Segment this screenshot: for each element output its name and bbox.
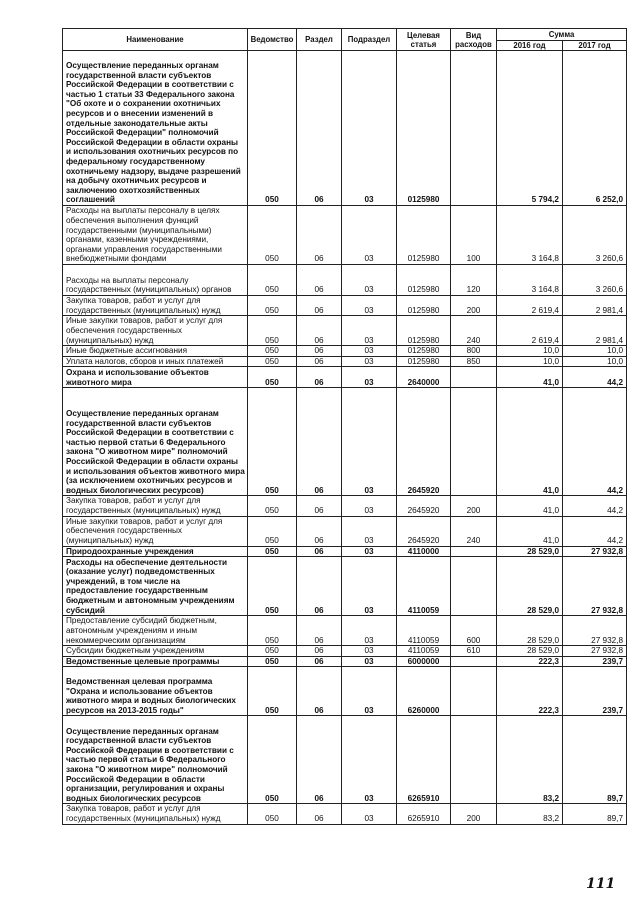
table-row <box>63 206 627 265</box>
row-expense-type <box>451 667 497 716</box>
row-expense-type <box>451 716 497 804</box>
row-department: 050 <box>248 656 297 667</box>
header-section: Раздел <box>297 29 342 51</box>
row-expense-type: 120 <box>451 265 497 296</box>
row-name: Закупка товаров, работ и услуг для государственных (муниципальных) нужд <box>63 296 248 316</box>
row-expense-type <box>451 656 497 667</box>
row-department: 050 <box>248 265 297 296</box>
row-expense-type <box>451 557 497 616</box>
row-name: Природоохранные учреждения <box>63 546 248 557</box>
row-subsection: 03 <box>342 546 397 557</box>
row-department: 050 <box>248 667 297 716</box>
row-name: Закупка товаров, работ и услуг для государственных (муниципальных) нужд <box>63 804 248 824</box>
row-section: 06 <box>297 316 342 346</box>
row-section: 06 <box>297 346 342 357</box>
row-department: 050 <box>248 804 297 824</box>
row-department: 050 <box>248 388 297 496</box>
row-name: Иные бюджетные ассигнования <box>63 346 248 357</box>
row-amount-2016: 83,2 <box>497 716 563 804</box>
table-row <box>63 51 627 206</box>
table-row <box>63 616 627 646</box>
header-department: Ведомство <box>248 29 297 51</box>
row-target-item: 2645920 <box>397 516 451 546</box>
row-target-item: 4110059 <box>397 646 451 657</box>
header-amount: Сумма <box>497 29 627 41</box>
table-row <box>63 265 627 296</box>
row-target-item: 6260000 <box>397 667 451 716</box>
row-expense-type: 800 <box>451 346 497 357</box>
table-row <box>63 516 627 546</box>
table-row <box>63 296 627 316</box>
row-amount-2017: 3 260,6 <box>563 206 627 265</box>
row-amount-2017: 6 252,0 <box>563 51 627 206</box>
row-department: 050 <box>248 356 297 367</box>
row-subsection: 03 <box>342 656 397 667</box>
row-name: Ведомственная целевая программа "Охрана и использование объектов животного мира и водных биологических ресурсов на 2013-2015 годы" <box>63 667 248 716</box>
budget-table <box>62 28 627 825</box>
row-amount-2016: 2 619,4 <box>497 296 563 316</box>
row-section: 06 <box>297 296 342 316</box>
row-department: 050 <box>248 51 297 206</box>
row-target-item: 2640000 <box>397 367 451 388</box>
header-subsection: Подраздел <box>342 29 397 51</box>
row-amount-2017: 89,7 <box>563 804 627 824</box>
row-amount-2016: 3 164,8 <box>497 206 563 265</box>
row-name: Расходы на выплаты персоналу государственных (муниципальных) органов <box>63 265 248 296</box>
row-expense-type: 200 <box>451 804 497 824</box>
table-row <box>63 646 627 657</box>
row-amount-2016: 28 529,0 <box>497 546 563 557</box>
table-row <box>63 716 627 804</box>
row-amount-2016: 41,0 <box>497 496 563 516</box>
row-amount-2016: 10,0 <box>497 356 563 367</box>
row-expense-type: 240 <box>451 316 497 346</box>
row-expense-type <box>451 51 497 206</box>
row-section: 06 <box>297 804 342 824</box>
row-amount-2017: 27 932,8 <box>563 546 627 557</box>
row-amount-2016: 222,3 <box>497 656 563 667</box>
row-section: 06 <box>297 356 342 367</box>
row-name: Предоставление субсидий бюджетным, автономным учреждениям и иным некоммерческим организациям <box>63 616 248 646</box>
row-target-item: 0125980 <box>397 206 451 265</box>
header-year-2017: 2017 год <box>563 41 627 51</box>
row-section: 06 <box>297 546 342 557</box>
row-name: Закупка товаров, работ и услуг для государственных (муниципальных) нужд <box>63 496 248 516</box>
row-department: 050 <box>248 557 297 616</box>
header-year-2016: 2016 год <box>497 41 563 51</box>
row-target-item: 6265910 <box>397 716 451 804</box>
row-section: 06 <box>297 496 342 516</box>
row-amount-2017: 44,2 <box>563 367 627 388</box>
table-row <box>63 388 627 496</box>
row-section: 06 <box>297 656 342 667</box>
row-expense-type: 600 <box>451 616 497 646</box>
row-target-item: 0125980 <box>397 356 451 367</box>
row-target-item: 6000000 <box>397 656 451 667</box>
row-department: 050 <box>248 496 297 516</box>
row-name: Ведомственные целевые программы <box>63 656 248 667</box>
row-amount-2016: 3 164,8 <box>497 265 563 296</box>
row-name: Субсидии бюджетным учреждениям <box>63 646 248 657</box>
row-subsection: 03 <box>342 716 397 804</box>
row-amount-2016: 5 794,2 <box>497 51 563 206</box>
row-department: 050 <box>248 546 297 557</box>
row-expense-type: 240 <box>451 516 497 546</box>
row-section: 06 <box>297 265 342 296</box>
row-subsection: 03 <box>342 616 397 646</box>
row-section: 06 <box>297 367 342 388</box>
row-expense-type: 200 <box>451 296 497 316</box>
row-amount-2017: 27 932,8 <box>563 646 627 657</box>
row-subsection: 03 <box>342 206 397 265</box>
row-amount-2017: 10,0 <box>563 356 627 367</box>
row-target-item: 0125980 <box>397 265 451 296</box>
row-amount-2017: 44,2 <box>563 496 627 516</box>
row-amount-2017: 44,2 <box>563 516 627 546</box>
row-name: Расходы на обеспечение деятельности (оказание услуг) подведомственных учреждений, в том числе на предоставление государственным бюджетным и автономным учреждениям субсидий <box>63 557 248 616</box>
row-section: 06 <box>297 667 342 716</box>
row-name: Осуществление переданных органам государственной власти субъектов Российской Федерации в соответствии с частью 1 статьи 33 Федерального закона "Об охоте и о сохранении охотничьих ресурсов и о внесении изменений в отдельные законодательные акты Российской Федерации" полномочий Российской Федерации в области охраны и использования охотничьих ресурсов по федеральному государственному охотничьему надзору, выдаче разрешений на добычу охотничьих ресурсов и заключению охотхозяйственных соглашений <box>63 51 248 206</box>
row-amount-2017: 27 932,8 <box>563 557 627 616</box>
row-subsection: 03 <box>342 51 397 206</box>
row-amount-2017: 2 981,4 <box>563 316 627 346</box>
row-target-item: 4110059 <box>397 557 451 616</box>
row-department: 050 <box>248 616 297 646</box>
row-expense-type: 200 <box>451 496 497 516</box>
row-amount-2017: 27 932,8 <box>563 616 627 646</box>
row-target-item: 0125980 <box>397 316 451 346</box>
table-row <box>63 804 627 824</box>
row-target-item: 4110000 <box>397 546 451 557</box>
row-name: Расходы на выплаты персоналу в целях обеспечения выполнения функций государственными (муниципальными) органами, казенными учреждениями, органами управления государственными внебюджетными фондами <box>63 206 248 265</box>
row-target-item: 2645920 <box>397 496 451 516</box>
table-row <box>63 356 627 367</box>
table-row <box>63 667 627 716</box>
row-name: Осуществление переданных органам государственной власти субъектов Российской Федерации в соответствии с частью первой статьи 6 Федерального закона "О животном мире" полномочий Российской Федерации в области организации, регулирования и охраны водных биологических ресурсов <box>63 716 248 804</box>
row-subsection: 03 <box>342 296 397 316</box>
row-department: 050 <box>248 346 297 357</box>
row-expense-type <box>451 367 497 388</box>
row-amount-2016: 83,2 <box>497 804 563 824</box>
table-row <box>63 546 627 557</box>
row-department: 050 <box>248 367 297 388</box>
row-target-item: 6265910 <box>397 804 451 824</box>
row-target-item: 0125980 <box>397 346 451 357</box>
table-row <box>63 346 627 357</box>
row-section: 06 <box>297 646 342 657</box>
row-expense-type <box>451 546 497 557</box>
table-row <box>63 367 627 388</box>
row-section: 06 <box>297 206 342 265</box>
row-amount-2016: 10,0 <box>497 346 563 357</box>
table-body <box>63 51 627 825</box>
row-section: 06 <box>297 51 342 206</box>
row-department: 050 <box>248 716 297 804</box>
row-subsection: 03 <box>342 804 397 824</box>
row-target-item: 4110059 <box>397 616 451 646</box>
row-expense-type: 610 <box>451 646 497 657</box>
row-amount-2016: 41,0 <box>497 367 563 388</box>
row-section: 06 <box>297 388 342 496</box>
row-amount-2017: 239,7 <box>563 667 627 716</box>
page-number: 111 <box>586 876 616 892</box>
row-subsection: 03 <box>342 346 397 357</box>
row-target-item: 0125980 <box>397 51 451 206</box>
row-amount-2016: 28 529,0 <box>497 646 563 657</box>
row-expense-type: 100 <box>451 206 497 265</box>
row-name: Уплата налогов, сборов и иных платежей <box>63 356 248 367</box>
row-amount-2016: 2 619,4 <box>497 316 563 346</box>
table-row <box>63 557 627 616</box>
row-amount-2016: 28 529,0 <box>497 616 563 646</box>
table-row <box>63 656 627 667</box>
row-subsection: 03 <box>342 667 397 716</box>
row-amount-2017: 3 260,6 <box>563 265 627 296</box>
row-subsection: 03 <box>342 388 397 496</box>
row-name: Охрана и использование объектов животного мира <box>63 367 248 388</box>
row-target-item: 0125980 <box>397 296 451 316</box>
row-target-item: 2645920 <box>397 388 451 496</box>
row-name: Иные закупки товаров, работ и услуг для обеспечения государственных (муниципальных) нужд <box>63 316 248 346</box>
row-department: 050 <box>248 316 297 346</box>
row-name: Осуществление переданных органам государственной власти субъектов Российской Федерации в соответствии с частью первой статьи 6 Федерального закона "О животном мире" полномочий Российской Федерации в области охраны и использования объектов животного мира (за исключением охотничьих ресурсов и водных биологических ресурсов) <box>63 388 248 496</box>
row-name: Иные закупки товаров, работ и услуг для обеспечения государственных (муниципальных) нужд <box>63 516 248 546</box>
row-department: 050 <box>248 646 297 657</box>
row-amount-2016: 41,0 <box>497 388 563 496</box>
row-section: 06 <box>297 716 342 804</box>
row-subsection: 03 <box>342 367 397 388</box>
row-amount-2017: 89,7 <box>563 716 627 804</box>
header-target-item: Целевая статья <box>397 29 451 51</box>
row-amount-2016: 222,3 <box>497 667 563 716</box>
row-section: 06 <box>297 516 342 546</box>
row-department: 050 <box>248 516 297 546</box>
row-amount-2017: 10,0 <box>563 346 627 357</box>
header-name: Наименование <box>63 29 248 51</box>
row-amount-2017: 44,2 <box>563 388 627 496</box>
row-subsection: 03 <box>342 496 397 516</box>
row-department: 050 <box>248 296 297 316</box>
row-subsection: 03 <box>342 646 397 657</box>
table-row <box>63 496 627 516</box>
row-expense-type: 850 <box>451 356 497 367</box>
row-amount-2017: 2 981,4 <box>563 296 627 316</box>
row-subsection: 03 <box>342 265 397 296</box>
row-section: 06 <box>297 557 342 616</box>
row-subsection: 03 <box>342 316 397 346</box>
row-subsection: 03 <box>342 356 397 367</box>
row-expense-type <box>451 388 497 496</box>
row-section: 06 <box>297 616 342 646</box>
row-subsection: 03 <box>342 557 397 616</box>
row-amount-2017: 239,7 <box>563 656 627 667</box>
table-row <box>63 316 627 346</box>
row-amount-2016: 41,0 <box>497 516 563 546</box>
header-expense-type: Вид расходов <box>451 29 497 51</box>
row-department: 050 <box>248 206 297 265</box>
row-subsection: 03 <box>342 516 397 546</box>
row-amount-2016: 28 529,0 <box>497 557 563 616</box>
